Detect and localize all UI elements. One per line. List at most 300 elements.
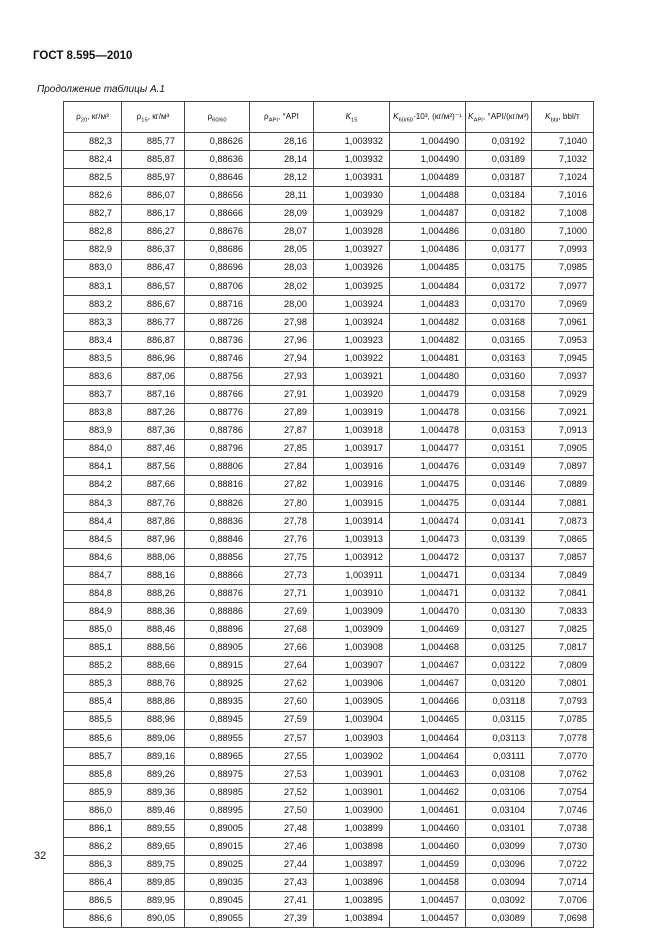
column-header-unit: , кг/м³ [147,112,170,122]
table-cell: 1,004460 [390,838,466,856]
table-row [64,223,594,241]
table-cell: 0,88876 [185,584,250,602]
table-cell: 1,004467 [390,675,466,693]
column-header-subscript: API [268,117,278,124]
table-cell: 0,03149 [466,458,532,476]
table-cell: 7,0738 [532,819,594,837]
table-cell: 27,43 [250,874,314,892]
column-header-subscript: 20 [80,117,88,124]
table-row [64,548,594,566]
table-row [64,783,594,801]
table-cell: 888,86 [122,693,185,711]
table-cell: 0,03132 [466,584,532,602]
table-cell: 27,94 [250,349,314,367]
table-cell: 888,36 [122,603,185,621]
table-cell: 7,0746 [532,801,594,819]
table-cell: 0,89045 [185,892,250,910]
table-cell: 1,003908 [314,639,390,657]
table-row [64,494,594,512]
table-cell: 0,89025 [185,856,250,874]
table-cell: 886,37 [122,241,185,259]
table-row [64,801,594,819]
table-cell: 0,03175 [466,259,532,277]
table-cell: 885,7 [64,747,122,765]
table-cell: 886,27 [122,223,185,241]
table-cell: 886,0 [64,801,122,819]
table-cell: 0,03158 [466,386,532,404]
table-cell: 27,44 [250,856,314,874]
table-cell: 889,65 [122,838,185,856]
table-cell: 27,85 [250,440,314,458]
table-row [64,657,594,675]
table-cell: 1,004472 [390,548,466,566]
column-header-subscript: 60/60 [398,117,413,124]
table-cell: 7,0841 [532,584,594,602]
column-header-symbol: K [345,112,352,122]
table-cell: 889,95 [122,892,185,910]
table-row [64,259,594,277]
table-cell: 1,003921 [314,368,390,386]
table-cell: 1,004490 [390,133,466,151]
table-cell: 885,5 [64,711,122,729]
table-cell: 887,46 [122,440,185,458]
table-cell: 1,003918 [314,422,390,440]
table-cell: 28,05 [250,241,314,259]
table-cell: 0,88646 [185,169,250,187]
table-cell: 889,55 [122,819,185,837]
table-row [64,621,594,639]
table-cell: 1,003911 [314,566,390,584]
table-row [64,838,594,856]
table-cell: 0,03115 [466,711,532,729]
table-cell: 1,003899 [314,819,390,837]
table-cell: 0,89055 [185,910,250,928]
table-cell: 1,003930 [314,187,390,205]
table-row [64,584,594,602]
table-cell: 889,46 [122,801,185,819]
table-cell: 0,03099 [466,838,532,856]
table-cell: 883,4 [64,331,122,349]
table-cell: 890,05 [122,910,185,928]
table-cell: 884,6 [64,548,122,566]
table-cell: 1,003925 [314,277,390,295]
table-cell: 27,57 [250,729,314,747]
table-cell: 0,88736 [185,331,250,349]
table-cell: 0,88866 [185,566,250,584]
table-cell: 27,64 [250,657,314,675]
table-cell: 0,03101 [466,819,532,837]
table-cell: 885,1 [64,639,122,657]
table-cell: 28,16 [250,133,314,151]
table-cell: 1,004464 [390,747,466,765]
table-cell: 27,91 [250,386,314,404]
table-cell: 0,03187 [466,169,532,187]
table-cell: 0,88985 [185,783,250,801]
table-cell: 886,57 [122,277,185,295]
table-cell: 27,96 [250,331,314,349]
table-cell: 1,004457 [390,910,466,928]
column-header-unit: , °API [277,112,299,122]
table-row [64,747,594,765]
document-header: ГОСТ 8.595—2010 [33,50,133,62]
table-cell: 884,0 [64,440,122,458]
table-cell: 27,62 [250,675,314,693]
table-row [64,133,594,151]
column-header-unit: , °API/(кг/м³) [482,112,529,122]
table-row [64,530,594,548]
table-cell: 1,004471 [390,566,466,584]
table-cell: 1,004483 [390,295,466,313]
table-cell: 0,88915 [185,657,250,675]
data-table [63,101,594,928]
table-row [64,892,594,910]
table-cell: 7,0754 [532,783,594,801]
table-row [64,603,594,621]
table-cell: 27,50 [250,801,314,819]
table-cell: 0,88945 [185,711,250,729]
table-cell: 886,17 [122,205,185,223]
table-cell: 887,16 [122,386,185,404]
column-header-unit: , bbl/т [558,112,580,122]
table-cell: 888,06 [122,548,185,566]
table-cell: 7,0977 [532,277,594,295]
column-header [185,102,250,133]
column-header [122,102,185,133]
table-row [64,422,594,440]
table-cell: 0,88925 [185,675,250,693]
table-cell: 0,88706 [185,277,250,295]
table-cell: 1,003909 [314,603,390,621]
table-row [64,205,594,223]
page-number: 32 [34,850,47,862]
table-cell: 27,82 [250,476,314,494]
table-cell: 1,004484 [390,277,466,295]
table-row [64,368,594,386]
table-cell: 0,03182 [466,205,532,223]
table-cell: 0,03125 [466,639,532,657]
table-cell: 0,03144 [466,494,532,512]
table-cell: 884,4 [64,512,122,530]
table-cell: 882,5 [64,169,122,187]
column-header [250,102,314,133]
table-cell: 1,004482 [390,331,466,349]
table-cell: 883,9 [64,422,122,440]
table-cell: 0,03180 [466,223,532,241]
table-cell: 27,59 [250,711,314,729]
table-cell: 0,03106 [466,783,532,801]
data-table-wrapper [63,101,593,928]
table-row [64,241,594,259]
table-cell: 7,0698 [532,910,594,928]
table-cell: 27,87 [250,422,314,440]
table-cell: 27,78 [250,512,314,530]
table-cell: 0,88965 [185,747,250,765]
table-cell: 884,2 [64,476,122,494]
column-header-subscript: 60/60 [212,117,227,124]
table-row [64,819,594,837]
table-cell: 7,1000 [532,223,594,241]
table-cell: 7,0929 [532,386,594,404]
table-row [64,711,594,729]
table-cell: 0,03118 [466,693,532,711]
table-cell: 884,3 [64,494,122,512]
table-cell: 1,003915 [314,494,390,512]
table-cell: 886,5 [64,892,122,910]
table-row [64,512,594,530]
table-cell: 0,88686 [185,241,250,259]
table-cell: 889,75 [122,856,185,874]
table-cell: 1,003894 [314,910,390,928]
table-cell: 1,004486 [390,223,466,241]
table-cell: 28,07 [250,223,314,241]
table-cell: 1,004461 [390,801,466,819]
table-cell: 1,003926 [314,259,390,277]
table-cell: 888,76 [122,675,185,693]
table-cell: 0,88905 [185,639,250,657]
table-cell: 27,80 [250,494,314,512]
table-cell: 1,004481 [390,349,466,367]
table-cell: 886,3 [64,856,122,874]
table-cell: 882,4 [64,151,122,169]
table-cell: 882,3 [64,133,122,151]
table-cell: 0,03108 [466,765,532,783]
table-cell: 1,003923 [314,331,390,349]
table-cell: 1,003900 [314,801,390,819]
table-cell: 1,004475 [390,476,466,494]
table-cell: 1,003919 [314,404,390,422]
table-cell: 885,0 [64,621,122,639]
table-cell: 1,004462 [390,783,466,801]
table-cell: 1,003913 [314,530,390,548]
column-header-symbol: K [468,112,474,122]
table-cell: 27,52 [250,783,314,801]
table-cell: 888,16 [122,566,185,584]
table-cell: 27,41 [250,892,314,910]
table-cell: 7,0714 [532,874,594,892]
table-cell: 7,0969 [532,295,594,313]
table-cell: 1,003898 [314,838,390,856]
table-cell: 0,89035 [185,874,250,892]
table-cell: 0,03170 [466,295,532,313]
table-cell: 0,03104 [466,801,532,819]
table-cell: 1,004478 [390,422,466,440]
table-row [64,440,594,458]
table-cell: 1,003901 [314,783,390,801]
column-header-symbol: ρ [136,112,142,122]
table-cell: 28,09 [250,205,314,223]
column-header-subscript: bbl [550,117,559,124]
table-cell: 28,14 [250,151,314,169]
table-row [64,151,594,169]
table-cell: 0,88716 [185,295,250,313]
table-cell: 7,0897 [532,458,594,476]
table-cell: 27,55 [250,747,314,765]
table-cell: 0,88826 [185,494,250,512]
table-cell: 0,03192 [466,133,532,151]
table-cell: 7,0857 [532,548,594,566]
table-cell: 882,8 [64,223,122,241]
table-cell: 28,00 [250,295,314,313]
table-cell: 1,004468 [390,639,466,657]
table-cell: 1,004475 [390,494,466,512]
table-cell: 1,003917 [314,440,390,458]
table-cell: 1,003927 [314,241,390,259]
table-cell: 0,03127 [466,621,532,639]
table-cell: 0,03153 [466,422,532,440]
table-body [64,133,594,928]
table-cell: 886,87 [122,331,185,349]
table-cell: 0,03165 [466,331,532,349]
table-cell: 1,004490 [390,151,466,169]
table-cell: 1,003932 [314,151,390,169]
table-cell: 0,03151 [466,440,532,458]
table-cell: 1,004489 [390,169,466,187]
table-row [64,639,594,657]
column-header [390,102,466,133]
table-cell: 1,004466 [390,693,466,711]
table-cell: 1,003916 [314,476,390,494]
table-cell: 7,0937 [532,368,594,386]
table-cell: 888,26 [122,584,185,602]
table-cell: 27,98 [250,313,314,331]
table-cell: 882,9 [64,241,122,259]
table-cell: 0,88786 [185,422,250,440]
table-cell: 7,0801 [532,675,594,693]
table-cell: 0,88756 [185,368,250,386]
table-cell: 1,004486 [390,241,466,259]
table-cell: 1,003904 [314,711,390,729]
table-cell: 884,9 [64,603,122,621]
table-cell: 887,96 [122,530,185,548]
table-cell: 0,88935 [185,693,250,711]
table-cell: 27,84 [250,458,314,476]
table-cell: 27,93 [250,368,314,386]
table-cell: 883,6 [64,368,122,386]
table-cell: 28,11 [250,187,314,205]
column-header-subscript: 15 [141,117,148,124]
table-cell: 0,03163 [466,349,532,367]
table-cell: 27,68 [250,621,314,639]
table-cell: 1,003920 [314,386,390,404]
table-cell: 0,03146 [466,476,532,494]
column-header-subscript: API [473,117,483,124]
table-cell: 0,03096 [466,856,532,874]
table-cell: 884,5 [64,530,122,548]
table-cell: 886,47 [122,259,185,277]
table-cell: 886,96 [122,349,185,367]
table-cell: 7,0793 [532,693,594,711]
table-cell: 0,88846 [185,530,250,548]
table-cell: 887,66 [122,476,185,494]
table-cell: 7,0993 [532,241,594,259]
table-cell: 883,3 [64,313,122,331]
table-cell: 889,85 [122,874,185,892]
table-cell: 885,6 [64,729,122,747]
table-cell: 7,0770 [532,747,594,765]
table-cell: 28,03 [250,259,314,277]
table-cell: 1,004457 [390,892,466,910]
table-cell: 27,73 [250,566,314,584]
table-cell: 0,88796 [185,440,250,458]
column-header [466,102,532,133]
table-cell: 0,03120 [466,675,532,693]
table-cell: 0,88636 [185,151,250,169]
table-cell: 0,88995 [185,801,250,819]
table-cell: 7,0849 [532,566,594,584]
table-cell: 1,003896 [314,874,390,892]
table-cell: 7,1024 [532,169,594,187]
table-cell: 1,003929 [314,205,390,223]
table-cell: 1,003916 [314,458,390,476]
table-cell: 1,003924 [314,313,390,331]
table-cell: 885,8 [64,765,122,783]
table-cell: 883,7 [64,386,122,404]
table-cell: 888,66 [122,657,185,675]
table-row [64,187,594,205]
table-cell: 0,88666 [185,205,250,223]
table-cell: 0,03156 [466,404,532,422]
table-cell: 884,8 [64,584,122,602]
table-row [64,675,594,693]
table-cell: 0,03094 [466,874,532,892]
table-cell: 889,16 [122,747,185,765]
table-cell: 27,39 [250,910,314,928]
table-cell: 0,03189 [466,151,532,169]
table-row [64,404,594,422]
table-cell: 0,88676 [185,223,250,241]
table-cell: 0,88856 [185,548,250,566]
table-cell: 1,004474 [390,512,466,530]
table-cell: 1,003905 [314,693,390,711]
table-row [64,313,594,331]
table-row [64,874,594,892]
table-row [64,765,594,783]
table-cell: 0,03113 [466,729,532,747]
table-cell: 886,77 [122,313,185,331]
table-cell: 7,0921 [532,404,594,422]
table-row [64,458,594,476]
table-cell: 7,0953 [532,331,594,349]
table-cell: 27,76 [250,530,314,548]
table-cell: 0,88806 [185,458,250,476]
table-row [64,386,594,404]
table-cell: 0,88696 [185,259,250,277]
column-header-symbol: ρ [207,112,213,122]
table-cell: 0,88816 [185,476,250,494]
table-cell: 885,2 [64,657,122,675]
column-header-symbol: K [393,112,399,122]
table-cell: 7,0706 [532,892,594,910]
table-cell: 886,07 [122,187,185,205]
table-row [64,277,594,295]
table-cell: 883,5 [64,349,122,367]
column-header [64,102,122,133]
table-cell: 1,003932 [314,133,390,151]
table-cell: 0,03141 [466,512,532,530]
table-header [64,102,594,133]
table-cell: 888,96 [122,711,185,729]
table-cell: 1,003922 [314,349,390,367]
table-row [64,729,594,747]
table-cell: 885,4 [64,693,122,711]
table-cell: 887,56 [122,458,185,476]
table-cell: 884,1 [64,458,122,476]
table-cell: 1,004469 [390,621,466,639]
table-cell: 7,0889 [532,476,594,494]
table-cell: 7,0865 [532,530,594,548]
table-row [64,295,594,313]
table-cell: 7,0873 [532,512,594,530]
